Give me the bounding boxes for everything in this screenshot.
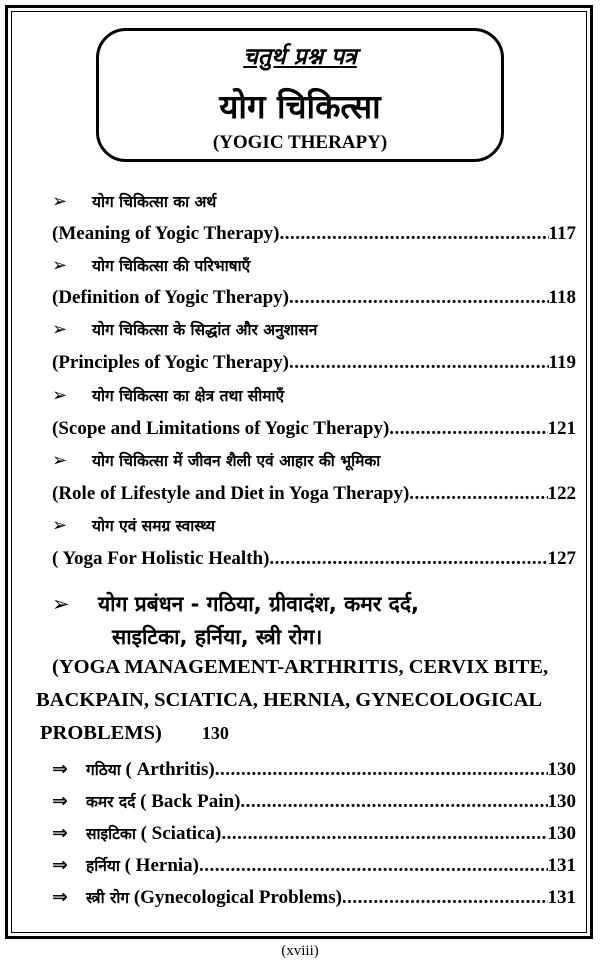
entry-hindi-title: योग चिकित्सा का क्षेत्र तथा सीमाएँ	[92, 387, 285, 405]
triangle-arrow-bullet-icon: ➢	[52, 450, 68, 471]
toc-entry-english[interactable]	[52, 287, 576, 309]
paper-label: चतुर्थ प्रश्न पत्र	[243, 44, 357, 70]
implies-arrow-icon: ⇒	[52, 854, 68, 876]
page-number: 131	[547, 887, 576, 908]
management-heading-english: (YOGA MANAGEMENT-ARTHRITIS, CERVIX BITE,	[52, 656, 549, 678]
leader-dots	[199, 855, 547, 877]
leader-dots	[342, 887, 548, 909]
implies-arrow-icon: ⇒	[52, 886, 68, 908]
leader-dots	[279, 223, 548, 245]
toc-entry-hindi	[52, 514, 576, 536]
subentry-english: ( Hernia)	[124, 855, 200, 876]
toc-entry-hindi	[52, 384, 576, 406]
leader-dots	[221, 823, 547, 845]
page-number: 130	[547, 823, 576, 844]
page-number: 121	[547, 418, 576, 439]
leader-dots	[289, 352, 549, 374]
triangle-arrow-bullet-icon: ➢	[52, 592, 70, 616]
implies-arrow-icon: ⇒	[52, 758, 68, 780]
subentry-hindi: हर्निया	[86, 857, 120, 875]
leader-dots	[389, 418, 547, 440]
page-number: 117	[548, 223, 576, 244]
subentry-hindi: स्त्री रोग	[86, 889, 130, 907]
page-number: 130	[201, 723, 229, 743]
subentry-english: ( Sciatica)	[140, 823, 222, 844]
triangle-arrow-bullet-icon: ➢	[52, 255, 68, 276]
triangle-arrow-bullet-icon: ➢	[52, 515, 68, 536]
page-subtitle: (YOGIC THERAPY)	[212, 132, 388, 153]
subentry-hindi: साइटिका	[86, 825, 136, 843]
entry-english-title: (Definition of Yogic Therapy)	[52, 287, 289, 308]
toc-subentry[interactable]	[52, 790, 576, 813]
entry-hindi-title: योग चिकित्सा में जीवन शैली एवं आहार की भूमिका	[92, 452, 381, 470]
management-heading-hindi: ➢ योग प्रबंधन - गठिया, ग्रीवादंश, कमर दर्द,	[52, 592, 419, 616]
subentry-hindi: गठिया	[86, 761, 121, 779]
subentry-english: ( Back Pain)	[140, 791, 241, 812]
page-number: 130	[547, 759, 576, 780]
toc-subentry[interactable]	[52, 822, 576, 845]
toc-entry-english[interactable]	[52, 483, 576, 505]
management-heading-hindi-cont: साइटिका, हर्निया, स्त्री रोग।	[112, 625, 323, 649]
page-number: 130	[547, 791, 576, 812]
page-number: 127	[547, 548, 576, 569]
entry-hindi-title: योग चिकित्सा की परिभाषाएँ	[92, 257, 251, 275]
toc-entry-english[interactable]	[52, 418, 576, 440]
entry-hindi-title: योग चिकित्सा के सिद्धांत और अनुशासन	[92, 321, 318, 339]
title-box	[96, 28, 504, 162]
subentry-hindi: कमर दर्द	[86, 793, 136, 811]
subentry-english: (Gynecological Problems)	[133, 887, 342, 908]
management-heading-english-end: PROBLEMS) 130	[40, 722, 229, 744]
implies-arrow-icon: ⇒	[52, 822, 68, 844]
entry-english-title: (Scope and Limitations of Yogic Therapy)	[52, 418, 390, 439]
toc-entry-english[interactable]	[52, 352, 576, 374]
page-number: 131	[547, 855, 576, 876]
page-title: योग चिकित्सा	[219, 87, 381, 126]
management-heading-english-cont: BACKPAIN, SCIATICA, HERNIA, GYNECOLOGICAL	[36, 689, 543, 711]
entry-english-title: (Role of Lifestyle and Diet in Yoga Therapy)	[52, 483, 410, 504]
leader-dots	[289, 287, 549, 309]
page-number: 119	[548, 352, 576, 373]
toc-entry-hindi	[52, 318, 576, 340]
toc-entry-hindi	[52, 254, 576, 276]
toc-subentry[interactable]	[52, 854, 576, 877]
subentry-english: ( Arthritis)	[125, 759, 215, 780]
implies-arrow-icon: ⇒	[52, 790, 68, 812]
page-folio: (xviii)	[281, 943, 319, 959]
triangle-arrow-bullet-icon: ➢	[52, 319, 68, 340]
toc-entry-english[interactable]	[52, 223, 576, 245]
toc-subentry[interactable]	[52, 758, 576, 781]
entry-english-title: (Principles of Yogic Therapy)	[52, 352, 289, 373]
entry-english-title: (Meaning of Yogic Therapy)	[52, 223, 280, 244]
leader-dots	[240, 791, 547, 813]
toc-entry-hindi	[52, 449, 576, 471]
triangle-arrow-bullet-icon: ➢	[52, 385, 68, 406]
page-number: 118	[548, 287, 576, 308]
leader-dots	[409, 483, 547, 505]
toc-subentry[interactable]	[52, 886, 576, 909]
entry-hindi-title: योग एवं समग्र स्वास्थ्य	[92, 517, 215, 535]
entry-english-title: ( Yoga For Holistic Health)	[52, 548, 270, 569]
toc-entry-hindi	[52, 190, 576, 212]
toc-entry-english[interactable]	[52, 548, 576, 570]
page-number: 122	[547, 483, 576, 504]
triangle-arrow-bullet-icon: ➢	[52, 191, 68, 212]
entry-hindi-title: योग चिकित्सा का अर्थ	[92, 193, 217, 211]
leader-dots	[269, 548, 547, 570]
leader-dots	[215, 759, 548, 781]
